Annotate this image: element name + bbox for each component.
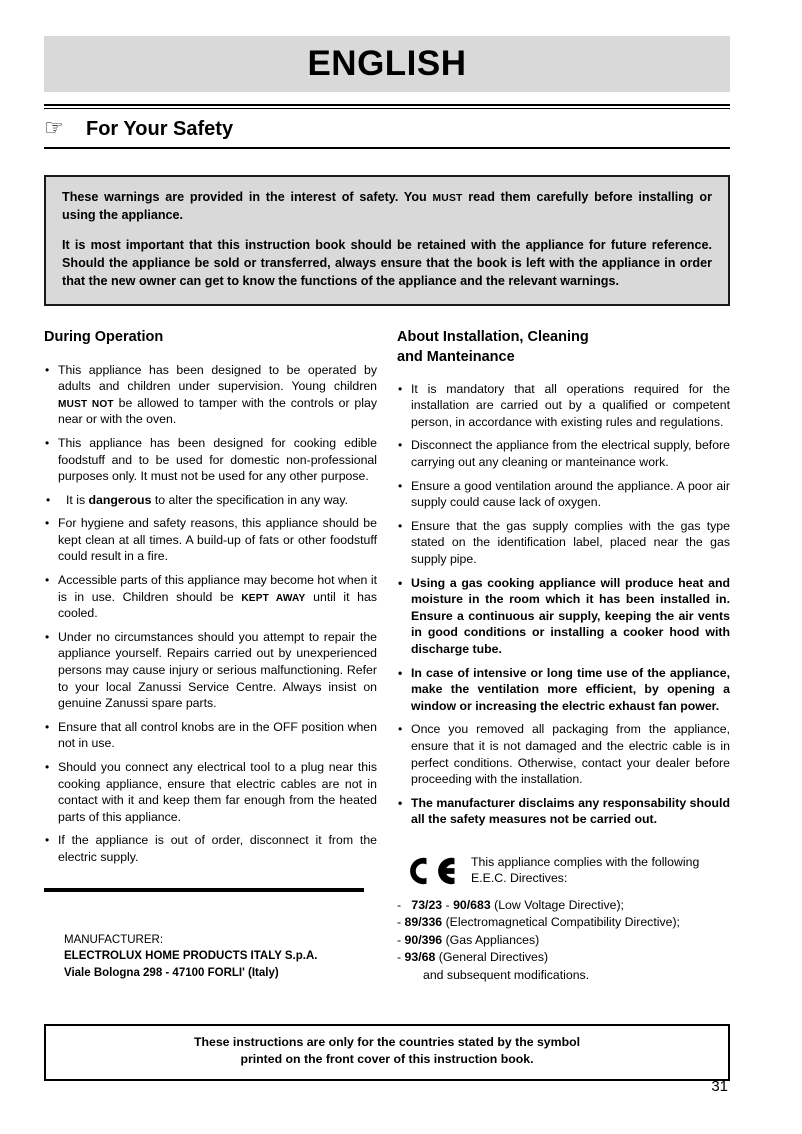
ce-intro-line-1: This appliance complies with the following <box>471 854 700 869</box>
list-item <box>44 719 377 752</box>
bullet-text-part1: Disconnect the appliance from the electrical supply, before carrying out any cleaning or manteinance work. <box>411 438 730 469</box>
pointing-hand-icon: ☞ <box>44 115 64 140</box>
directive-row <box>397 932 730 949</box>
bullet-bold-word: dangerous <box>88 492 152 507</box>
list-item <box>397 721 730 787</box>
list-item <box>44 759 377 825</box>
list-item <box>397 478 730 511</box>
directive-description: (Electromagnetical Compatibility Directive); <box>442 915 680 930</box>
right-column-heading <box>397 328 730 366</box>
bullet-text-part1: This appliance has been designed for cooking edible foodstuff and to be used for domestic non-professional purposes only. It must not be used for any other purpose. <box>58 435 377 484</box>
directive-dash: - <box>397 897 402 912</box>
bullet-text-part1: Accessible parts of this appliance may become hot when it is in use. Children should be <box>58 573 377 604</box>
warning-box <box>44 175 730 306</box>
bullet-text-part1: Using a gas cooking appliance will produce heat and moisture in the room which it has been installed in. Ensure a continuous air supply, keeping the air vents in good conditions or installing a cooker hood with discharge tube. <box>411 575 730 656</box>
bullet-text-part1: In case of intensive or long time use of the appliance, make the ventilation more efficient, by opening a window or increasing the electric exhaust fan power. <box>411 665 730 713</box>
bullet-text-part2: to alter the specification in any way. <box>151 492 349 507</box>
directive-row <box>397 949 730 966</box>
list-item <box>397 518 730 568</box>
directive-separator: - <box>442 897 454 912</box>
directive-code-1: 93/68 <box>404 950 436 965</box>
warning-p1-part1: These warnings are provided in the interest of safety. You <box>62 190 433 204</box>
left-column-divider <box>44 888 364 892</box>
directive-dash: - <box>397 915 402 930</box>
ce-intro-line-2: E.E.C. Directives: <box>471 871 568 886</box>
during-operation-list <box>44 362 377 866</box>
list-item <box>397 381 730 431</box>
page-content <box>44 0 730 1134</box>
section-bottom-rule <box>44 147 730 149</box>
bullet-text-part2: be allowed to tamper with the controls or play near or with the oven. <box>58 395 377 427</box>
manufacturer-block <box>44 932 377 982</box>
directive-code-1: 73/23 <box>411 897 443 912</box>
bullet-text-part1: For hygiene and safety reasons, this appliance should be kept clean at all times. A build-up of fats or other foodstuff could result in a fire. <box>58 516 377 564</box>
right-heading-line-2: and Manteinance <box>397 348 515 365</box>
bullet-text-part1: Ensure that the gas supply complies with the gas type stated on the identification label, placed near the gas supply pipe. <box>411 518 730 566</box>
notice-line-1: These instructions are only for the countries stated by the symbol <box>193 1035 581 1049</box>
ce-intro-text <box>471 852 699 887</box>
list-item <box>44 435 377 485</box>
directive-dash: - <box>397 932 402 947</box>
directive-description: (Low Voltage Directive); <box>490 897 624 912</box>
bullet-text-part1: Ensure that all control knobs are in the OFF position when not in use. <box>58 719 377 751</box>
ce-directives-list <box>397 897 730 984</box>
warning-p1-part2: read them carefully before installing or using the appliance. <box>62 190 712 222</box>
bullet-smallcaps: KEPT AWAY <box>241 592 306 604</box>
directive-code-2: 90/683 <box>453 897 491 912</box>
language-title: ENGLISH <box>307 44 467 83</box>
bullet-smallcaps: MUST NOT <box>58 398 114 410</box>
list-item <box>397 437 730 470</box>
bullet-text-part1: The manufacturer disclaims any responsability should all the safety measures not be carried out. <box>411 795 730 827</box>
section-title: For Your Safety <box>86 117 234 140</box>
list-item <box>44 362 377 428</box>
warning-paragraph-2: It is most important that this instruction book should be retained with the appliance for future reference. Should the appliance be sold or transferred, always ensure that the book is left with the appliance in order that the new owner can get to know the functions of the appliance and the relevant warnings. <box>62 237 712 288</box>
language-banner <box>44 36 730 92</box>
list-item <box>397 795 730 828</box>
bullet-text-part1: It is mandatory that all operations required for the installation are carried out by a qualified or competent person, in accordance with existing rules and regulations. <box>411 381 730 429</box>
directive-dash: - <box>397 950 402 965</box>
bullet-text-part1: If the appliance is out of order, disconnect it from the electric supply. <box>58 833 377 864</box>
page-number: 31 <box>711 1078 728 1095</box>
ce-top-row <box>397 852 730 893</box>
manufacturer-name: ELECTROLUX HOME PRODUCTS ITALY S.p.A. <box>64 950 318 963</box>
bullet-text-part1: Ensure a good ventilation around the appliance. A poor air supply could cause lack of oxygen. <box>411 478 730 510</box>
bullet-text-part1: Should you connect any electrical tool to a plug near this cooking appliance, ensure that electric cables are not in contact with it and keep them far enough from the heated parts of this appliance. <box>58 760 377 824</box>
warning-paragraph-1 <box>62 189 712 225</box>
warning-p1-smallcaps: MUST <box>432 193 463 204</box>
list-item <box>397 665 730 715</box>
list-item <box>44 515 377 565</box>
bullet-text-part1: It is <box>66 492 89 507</box>
left-column <box>44 328 377 984</box>
bullet-text-part1: Under no circumstances should you attempt to repair the appliance yourself. Repairs carried out by unexperienced persons may cause injury or serious malfunctioning. Refer to your local Zanussi Service Centre. Always insist on genuine Zanussi spare parts. <box>58 629 377 711</box>
notice-line-2: printed on the front cover of this instruction book. <box>240 1052 534 1067</box>
list-item <box>397 575 730 658</box>
list-item <box>44 492 377 509</box>
ce-mark-icon <box>397 852 471 893</box>
right-heading-line-1: About Installation, Cleaning <box>397 329 589 346</box>
manufacturer-label: MANUFACTURER: <box>64 933 164 946</box>
two-column-body <box>44 328 730 984</box>
ce-compliance-block <box>397 852 730 984</box>
directive-description: (Gas Appliances) <box>442 932 540 947</box>
list-item <box>44 572 377 622</box>
list-item <box>44 832 377 865</box>
directive-row <box>397 914 730 931</box>
directive-description: (General Directives) <box>435 950 549 965</box>
country-notice-box <box>44 1024 730 1081</box>
directive-row <box>397 897 730 914</box>
bullet-text-part1: This appliance has been designed to be operated by adults and children under supervision. Young children <box>58 362 377 394</box>
right-column <box>397 328 730 984</box>
installation-list <box>397 381 730 828</box>
bullet-text-part2: until it has cooled. <box>58 589 377 621</box>
section-header <box>44 109 730 147</box>
bullet-text-part1: Once you removed all packaging from the appliance, ensure that it is not damaged and the electric cable is in perfect conditions. Otherwise, contact your dealer before proceeding with the installation. <box>411 722 730 787</box>
directive-code-1: 89/336 <box>404 915 443 930</box>
manufacturer-address: Viale Bologna 298 - 47100 FORLI' (Italy) <box>64 966 279 979</box>
list-item <box>44 629 377 712</box>
directive-code-1: 90/396 <box>404 932 443 947</box>
left-column-heading: During Operation <box>44 329 164 346</box>
directives-footer: and subsequent modifications. <box>423 967 590 982</box>
